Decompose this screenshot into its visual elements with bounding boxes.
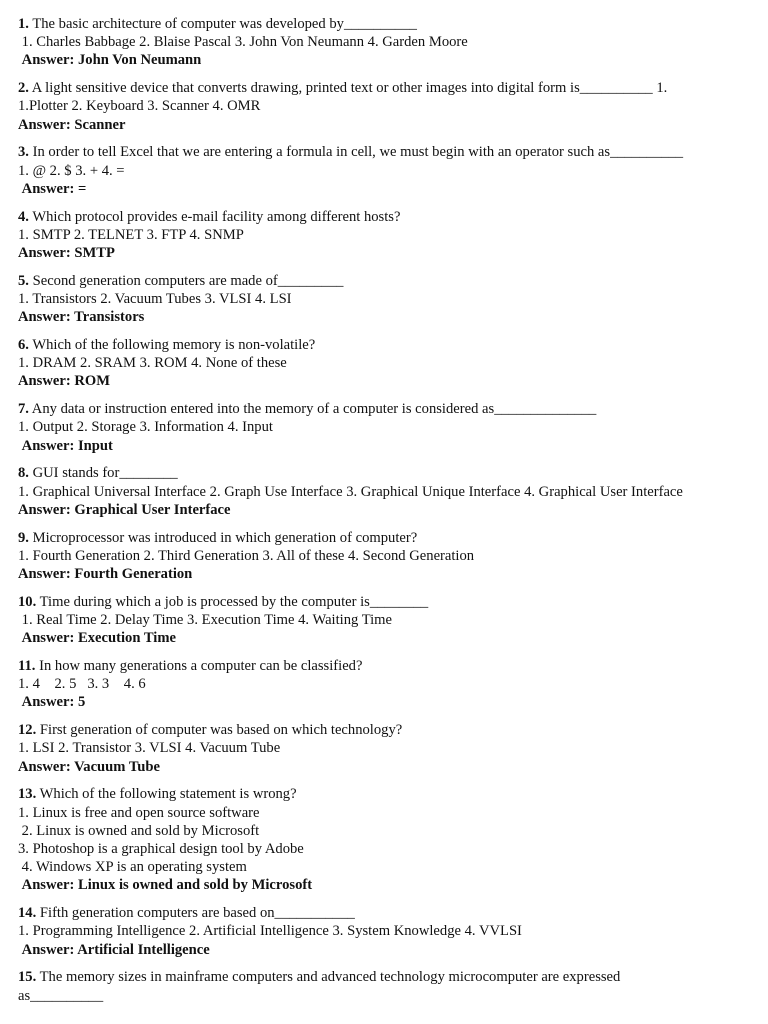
- question-number: 12.: [18, 722, 37, 739]
- answer-label: Answer:: [21, 877, 78, 894]
- answer-value: Vacuum Tube: [74, 758, 160, 775]
- answer-value: Scanner: [74, 116, 126, 133]
- question-number: 15.: [18, 969, 37, 986]
- options-line: 1.Plotter 2. Keyboard 3. Scanner 4. OMR: [18, 98, 261, 115]
- question-text: A light sensitive device that converts drawing, printed text or other images into digital form is__________ 1.: [28, 80, 668, 97]
- answer-line: [18, 693, 750, 711]
- options-line: 1. @ 2. $ 3. + 4. =: [18, 162, 125, 179]
- question-text: Time during which a job is processed by the computer is________: [36, 593, 429, 610]
- answer-label: Answer:: [21, 630, 78, 647]
- options-line: 3. Photoshop is a graphical design tool by Adobe: [18, 841, 304, 858]
- question-text: Which of the following memory is non-volatile?: [28, 337, 316, 354]
- question-number: 5.: [18, 272, 29, 289]
- answer-value: Execution Time: [78, 630, 176, 647]
- options-line: 1. 4 2. 5 3. 3 4. 6: [18, 676, 146, 693]
- answer-label: Answer:: [18, 373, 75, 390]
- question-line: [18, 657, 750, 675]
- answer-value: ROM: [74, 373, 111, 390]
- question-block: [18, 721, 750, 776]
- question-number: 6.: [18, 337, 29, 354]
- options-line: 4. Windows XP is an operating system: [18, 859, 247, 876]
- answer-value: Linux is owned and sold by Microsoft: [78, 877, 313, 894]
- answer-label: Answer:: [18, 566, 75, 583]
- question-text: The basic architecture of computer was developed by__________: [28, 16, 417, 32]
- question-text: The memory sizes in mainframe computers and advanced technology microcomputer are expressed: [36, 969, 621, 986]
- question-block: [18, 15, 750, 70]
- question-number: 14.: [18, 905, 37, 922]
- question-text: GUI stands for________: [28, 465, 178, 482]
- answer-label: Answer:: [18, 501, 75, 518]
- question-number: 9.: [18, 529, 29, 546]
- options-line: 1. Programming Intelligence 2. Artificial Intelligence 3. System Knowledge 4. VVLSI: [18, 923, 522, 940]
- options-line: 1. Linux is free and open source software: [18, 804, 260, 821]
- answer-line: [18, 501, 750, 519]
- answer-value: John Von Neumann: [78, 52, 202, 69]
- question-text: Second generation computers are made of_________: [28, 272, 344, 289]
- question-text-continuation: as__________: [18, 987, 104, 1004]
- options-line: 1. DRAM 2. SRAM 3. ROM 4. None of these: [18, 355, 287, 372]
- question-text: In order to tell Excel that we are entering a formula in cell, we must begin with an operator such as__________: [28, 144, 684, 161]
- question-number: 10.: [18, 593, 37, 610]
- question-number: 7.: [18, 401, 29, 418]
- answer-label: Answer:: [21, 180, 78, 197]
- question-block: [18, 208, 750, 263]
- question-block: [18, 657, 750, 712]
- question-text: First generation of computer was based on which technology?: [36, 722, 403, 739]
- question-line: [18, 904, 750, 922]
- question-number: 2.: [18, 80, 29, 97]
- answer-value: Fourth Generation: [74, 566, 193, 583]
- options-line: 1. LSI 2. Transistor 3. VLSI 4. Vacuum Tube: [18, 740, 281, 757]
- answer-line: [18, 876, 750, 894]
- question-block: [18, 785, 750, 894]
- question-number: 8.: [18, 465, 29, 482]
- question-block: [18, 143, 750, 198]
- question-line: [18, 79, 750, 97]
- options-line: 1. Output 2. Storage 3. Information 4. Input: [18, 419, 273, 436]
- question-block: [18, 593, 750, 648]
- options-line: 1. Fourth Generation 2. Third Generation 3. All of these 4. Second Generation: [18, 547, 475, 564]
- answer-line: [18, 116, 750, 134]
- options-line: 2. Linux is owned and sold by Microsoft: [18, 822, 260, 839]
- question-number: 11.: [18, 658, 36, 675]
- answer-value: SMTP: [74, 245, 115, 262]
- question-text: Fifth generation computers are based on___________: [36, 905, 355, 922]
- question-line: [18, 400, 750, 418]
- question-block: [18, 464, 750, 519]
- question-text: Which of the following statement is wrong?: [36, 786, 297, 803]
- question-number: 1.: [18, 16, 29, 32]
- answer-value: =: [78, 180, 87, 197]
- answer-label: Answer:: [21, 694, 78, 711]
- answer-value: Graphical User Interface: [74, 501, 231, 518]
- options-line: 1. Transistors 2. Vacuum Tubes 3. VLSI 4. LSI: [18, 291, 292, 308]
- question-text: In how many generations a computer can be classified?: [35, 658, 363, 675]
- answer-line: [18, 941, 750, 959]
- question-block: [18, 272, 750, 327]
- question-line: [18, 15, 750, 33]
- answer-value: Transistors: [74, 309, 145, 326]
- answer-value: Input: [78, 437, 113, 454]
- question-line: [18, 336, 750, 354]
- options-line: 1. SMTP 2. TELNET 3. FTP 4. SNMP: [18, 226, 244, 243]
- answer-line: [18, 758, 750, 776]
- question-text: Which protocol provides e-mail facility among different hosts?: [28, 208, 401, 225]
- question-block: [18, 336, 750, 391]
- answer-label: Answer:: [18, 116, 75, 133]
- answer-line: [18, 565, 750, 583]
- question-line: [18, 785, 750, 803]
- question-line: [18, 721, 750, 739]
- answer-value: 5: [78, 694, 86, 711]
- answer-line: [18, 244, 750, 262]
- answer-line: [18, 629, 750, 647]
- answer-label: Answer:: [21, 941, 78, 958]
- answer-label: Answer:: [18, 245, 75, 262]
- answer-label: Answer:: [21, 52, 78, 69]
- question-line: [18, 593, 750, 611]
- question-block: [18, 79, 750, 134]
- question-block: [18, 400, 750, 455]
- question-line: [18, 464, 750, 482]
- answer-line: [18, 308, 750, 326]
- question-line: [18, 968, 750, 986]
- answer-label: Answer:: [18, 758, 75, 775]
- options-line: 1. Real Time 2. Delay Time 3. Execution Time 4. Waiting Time: [18, 612, 392, 629]
- question-line: [18, 529, 750, 547]
- answer-line: [18, 180, 750, 198]
- question-block: [18, 904, 750, 959]
- question-number: 3.: [18, 144, 29, 161]
- question-text: Any data or instruction entered into the memory of a computer is considered as______________: [28, 401, 597, 418]
- question-number: 13.: [18, 786, 37, 803]
- question-block: [18, 529, 750, 584]
- answer-label: Answer:: [18, 309, 75, 326]
- question-line: [18, 208, 750, 226]
- question-block: [18, 968, 750, 1004]
- answer-line: [18, 437, 750, 455]
- answer-label: Answer:: [21, 437, 78, 454]
- question-line: [18, 143, 750, 161]
- answer-line: [18, 372, 750, 390]
- question-text: Microprocessor was introduced in which generation of computer?: [28, 529, 418, 546]
- options-line: 1. Charles Babbage 2. Blaise Pascal 3. John Von Neumann 4. Garden Moore: [18, 34, 468, 51]
- options-line: 1. Graphical Universal Interface 2. Graph Use Interface 3. Graphical Unique Interface 4. Graphical User Interface: [18, 483, 683, 500]
- answer-value: Artificial Intelligence: [77, 941, 210, 958]
- question-line: [18, 272, 750, 290]
- question-number: 4.: [18, 208, 29, 225]
- answer-line: [18, 51, 750, 69]
